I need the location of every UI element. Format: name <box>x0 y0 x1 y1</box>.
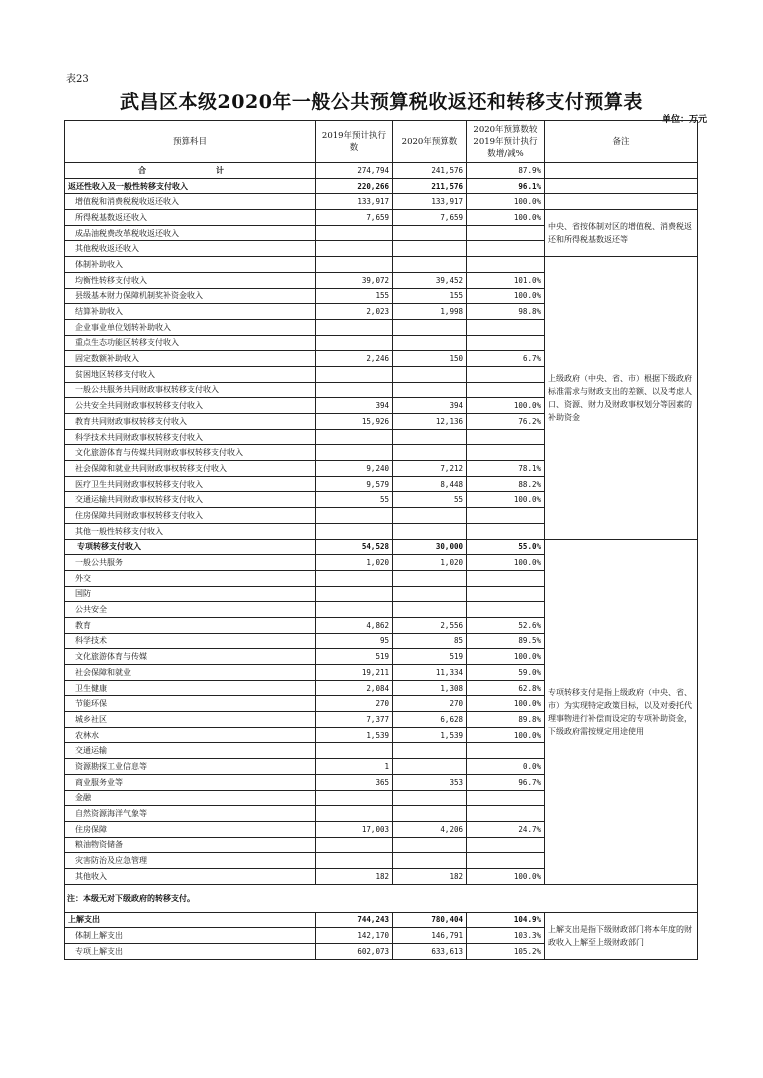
value-2019: 602,073 <box>316 944 393 960</box>
value-2020 <box>393 602 467 618</box>
value-2020 <box>393 508 467 524</box>
value-2020: 39,452 <box>393 272 467 288</box>
row-label: 所得税基数返还收入 <box>65 210 316 226</box>
row-label: 社会保障和就业 <box>65 665 316 681</box>
value-2020 <box>393 523 467 539</box>
value-2020 <box>393 743 467 759</box>
change-percent: 104.9% <box>467 912 545 928</box>
section-header-row <box>65 178 698 194</box>
value-2019 <box>316 335 393 351</box>
value-2019: 54,528 <box>316 539 393 555</box>
value-2019: 39,072 <box>316 272 393 288</box>
value-2019 <box>316 366 393 382</box>
value-2020: 8,448 <box>393 476 467 492</box>
row-label: 专项上解支出 <box>65 944 316 960</box>
value-2019 <box>316 241 393 257</box>
row-label: 资源勘探工业信息等 <box>65 759 316 775</box>
value-2020: 1,998 <box>393 304 467 320</box>
value-2020 <box>393 853 467 869</box>
change-percent: 87.9% <box>467 163 545 179</box>
value-2020: 2,556 <box>393 617 467 633</box>
value-2019: 4,862 <box>316 617 393 633</box>
row-label: 文化旅游体育与传媒 <box>65 649 316 665</box>
change-percent: 78.1% <box>467 461 545 477</box>
value-2019 <box>316 225 393 241</box>
row-label: 公共安全 <box>65 602 316 618</box>
change-percent <box>467 335 545 351</box>
row-label: 体制上解支出 <box>65 928 316 944</box>
change-percent <box>467 241 545 257</box>
change-percent: 100.0% <box>467 210 545 226</box>
change-percent <box>467 225 545 241</box>
value-2020 <box>393 570 467 586</box>
change-percent <box>467 429 545 445</box>
note-special-transfer: 专项转移支付是指上级政府（中央、省、市）为实现特定政策目标，以及对委托代理事物进行补偿而设定的专项补助资金，下级政府需按规定用途使用 <box>545 539 698 884</box>
change-percent: 89.8% <box>467 712 545 728</box>
value-2020: 55 <box>393 492 467 508</box>
value-2019: 7,377 <box>316 712 393 728</box>
table-row <box>65 257 698 273</box>
row-label: 国防 <box>65 586 316 602</box>
value-2020 <box>393 586 467 602</box>
change-percent <box>467 743 545 759</box>
row-label: 教育共同财政事权转移支付收入 <box>65 414 316 430</box>
value-2020: 182 <box>393 868 467 884</box>
value-2020 <box>393 382 467 398</box>
value-2020 <box>393 429 467 445</box>
change-percent: 0.0% <box>467 759 545 775</box>
value-2019 <box>316 523 393 539</box>
value-2019 <box>316 445 393 461</box>
change-percent <box>467 602 545 618</box>
value-2020 <box>393 445 467 461</box>
value-2019: 1 <box>316 759 393 775</box>
note-empty <box>545 194 698 210</box>
row-label: 专项转移支付收入 <box>65 539 316 555</box>
row-label: 其他税收返还收入 <box>65 241 316 257</box>
change-percent: 55.0% <box>467 539 545 555</box>
row-label: 自然资源海洋气象等 <box>65 806 316 822</box>
header-change: 2020年预算数较2019年预计执行数增/减% <box>467 121 545 163</box>
note-empty <box>545 163 698 179</box>
value-2019 <box>316 382 393 398</box>
row-label: 节能环保 <box>65 696 316 712</box>
table-row <box>65 210 698 226</box>
value-2019 <box>316 837 393 853</box>
value-2019: 7,659 <box>316 210 393 226</box>
row-label: 公共安全共同财政事权转移支付收入 <box>65 398 316 414</box>
value-2019: 394 <box>316 398 393 414</box>
value-2020: 11,334 <box>393 665 467 681</box>
value-2020: 146,791 <box>393 928 467 944</box>
change-percent: 100.0% <box>467 727 545 743</box>
value-2019: 155 <box>316 288 393 304</box>
value-2019 <box>316 602 393 618</box>
value-2020: 4,206 <box>393 821 467 837</box>
change-percent: 89.5% <box>467 633 545 649</box>
header-row <box>65 121 698 163</box>
value-2020 <box>393 366 467 382</box>
row-label: 县级基本财力保障机制奖补资金收入 <box>65 288 316 304</box>
value-2019 <box>316 429 393 445</box>
change-percent <box>467 790 545 806</box>
change-percent: 52.6% <box>467 617 545 633</box>
value-2020: 150 <box>393 351 467 367</box>
change-percent <box>467 382 545 398</box>
value-2020: 353 <box>393 774 467 790</box>
row-label: 固定数额补助收入 <box>65 351 316 367</box>
value-2020: 30,000 <box>393 539 467 555</box>
value-2019: 133,917 <box>316 194 393 210</box>
value-2020 <box>393 759 467 775</box>
page-title: 武昌区本级2020年一般公共预算税收返还和转移支付预算表 <box>120 91 643 113</box>
change-percent: 62.8% <box>467 680 545 696</box>
value-2020: 85 <box>393 633 467 649</box>
change-percent: 100.0% <box>467 555 545 571</box>
row-label: 交通运输 <box>65 743 316 759</box>
row-label: 医疗卫生共同财政事权转移支付收入 <box>65 476 316 492</box>
value-2020: 12,136 <box>393 414 467 430</box>
row-label: 科学技术共同财政事权转移支付收入 <box>65 429 316 445</box>
value-2019: 95 <box>316 633 393 649</box>
row-label: 体制补助收入 <box>65 257 316 273</box>
value-2019 <box>316 806 393 822</box>
row-label: 贫困地区转移支付收入 <box>65 366 316 382</box>
value-2019: 142,170 <box>316 928 393 944</box>
table-number: 表23 <box>66 74 89 85</box>
change-percent: 103.3% <box>467 928 545 944</box>
change-percent <box>467 319 545 335</box>
value-2019: 19,211 <box>316 665 393 681</box>
value-2019: 55 <box>316 492 393 508</box>
change-percent <box>467 523 545 539</box>
row-label: 一般公共服务 <box>65 555 316 571</box>
value-2020: 780,404 <box>393 912 467 928</box>
value-2020 <box>393 806 467 822</box>
value-2020: 1,020 <box>393 555 467 571</box>
row-label: 其他收入 <box>65 868 316 884</box>
change-percent: 88.2% <box>467 476 545 492</box>
value-2020: 1,308 <box>393 680 467 696</box>
change-percent <box>467 853 545 869</box>
row-label: 合 计 <box>65 163 316 179</box>
header-subject: 预算科目 <box>65 121 316 163</box>
change-percent <box>467 586 545 602</box>
value-2020: 394 <box>393 398 467 414</box>
row-label: 结算补助收入 <box>65 304 316 320</box>
value-2019: 182 <box>316 868 393 884</box>
table-row <box>65 194 698 210</box>
value-2019 <box>316 508 393 524</box>
value-2019: 274,794 <box>316 163 393 179</box>
change-percent: 100.0% <box>467 868 545 884</box>
value-2020: 133,917 <box>393 194 467 210</box>
change-percent: 105.2% <box>467 944 545 960</box>
change-percent: 100.0% <box>467 288 545 304</box>
row-label: 一般公共服务共同财政事权转移支付收入 <box>65 382 316 398</box>
row-label: 住房保障 <box>65 821 316 837</box>
unit-label: 单位：万元 <box>661 115 707 125</box>
value-2019 <box>316 743 393 759</box>
value-2019 <box>316 853 393 869</box>
change-percent: 100.0% <box>467 194 545 210</box>
change-percent: 100.0% <box>467 696 545 712</box>
value-2020: 1,539 <box>393 727 467 743</box>
value-2020: 6,628 <box>393 712 467 728</box>
row-label: 成品油税费改革税收返还收入 <box>65 225 316 241</box>
change-percent: 98.8% <box>467 304 545 320</box>
change-percent <box>467 837 545 853</box>
value-2019: 220,266 <box>316 178 393 194</box>
value-2020 <box>393 790 467 806</box>
note-tax-return: 中央、省按体制对区的增值税、消费税返还和所得税基数返还等 <box>545 210 698 257</box>
value-2019 <box>316 319 393 335</box>
row-label: 均衡性转移支付收入 <box>65 272 316 288</box>
value-2020: 211,576 <box>393 178 467 194</box>
change-percent: 100.0% <box>467 398 545 414</box>
value-2020: 7,659 <box>393 210 467 226</box>
row-label: 商业服务业等 <box>65 774 316 790</box>
section-header-row <box>65 539 698 555</box>
value-2020: 7,212 <box>393 461 467 477</box>
change-percent: 100.0% <box>467 649 545 665</box>
row-label: 重点生态功能区转移支付收入 <box>65 335 316 351</box>
value-2020: 155 <box>393 288 467 304</box>
row-label: 农林水 <box>65 727 316 743</box>
row-label: 科学技术 <box>65 633 316 649</box>
value-2019: 15,926 <box>316 414 393 430</box>
change-percent: 96.7% <box>467 774 545 790</box>
value-2019 <box>316 586 393 602</box>
budget-table <box>64 120 698 960</box>
row-label: 粮油物资储备 <box>65 837 316 853</box>
footnote: 注：本级无对下级政府的转移支付。 <box>65 884 698 912</box>
value-2020: 241,576 <box>393 163 467 179</box>
note-general-transfer: 上级政府（中央、省、市）根据下级政府标准需求与财政支出的差额、以及考虑人口、资源、财力及财政事权划分等因素的补助资金 <box>545 257 698 539</box>
value-2019: 519 <box>316 649 393 665</box>
value-2019 <box>316 790 393 806</box>
total-row <box>65 163 698 179</box>
value-2019: 9,579 <box>316 476 393 492</box>
change-percent: 24.7% <box>467 821 545 837</box>
note-remittance: 上解支出是指下级财政部门将本年度的财政收入上解至上级财政部门 <box>545 912 698 959</box>
change-percent <box>467 445 545 461</box>
change-percent: 59.0% <box>467 665 545 681</box>
value-2020 <box>393 837 467 853</box>
change-percent: 96.1% <box>467 178 545 194</box>
change-percent <box>467 806 545 822</box>
row-label: 交通运输共同财政事权转移支付收入 <box>65 492 316 508</box>
row-label: 金融 <box>65 790 316 806</box>
value-2020: 519 <box>393 649 467 665</box>
value-2019 <box>316 257 393 273</box>
value-2020 <box>393 257 467 273</box>
value-2019: 365 <box>316 774 393 790</box>
value-2020 <box>393 225 467 241</box>
value-2019 <box>316 570 393 586</box>
change-percent <box>467 257 545 273</box>
header-note: 备注 <box>545 121 698 163</box>
value-2020: 270 <box>393 696 467 712</box>
row-label: 灾害防治及应急管理 <box>65 853 316 869</box>
row-label: 文化旅游体育与传媒共同财政事权转移支付收入 <box>65 445 316 461</box>
note-empty <box>545 178 698 194</box>
change-percent: 6.7% <box>467 351 545 367</box>
row-label: 卫生健康 <box>65 680 316 696</box>
footnote-row <box>65 884 698 912</box>
value-2020 <box>393 319 467 335</box>
value-2019: 17,003 <box>316 821 393 837</box>
row-label: 外交 <box>65 570 316 586</box>
change-percent: 76.2% <box>467 414 545 430</box>
value-2019: 2,023 <box>316 304 393 320</box>
value-2019: 2,246 <box>316 351 393 367</box>
value-2019: 270 <box>316 696 393 712</box>
change-percent: 100.0% <box>467 492 545 508</box>
change-percent: 101.0% <box>467 272 545 288</box>
row-label: 住房保障共同财政事权转移支付收入 <box>65 508 316 524</box>
row-label: 教育 <box>65 617 316 633</box>
change-percent <box>467 366 545 382</box>
value-2019: 9,240 <box>316 461 393 477</box>
value-2019: 2,084 <box>316 680 393 696</box>
row-label: 其他一般性转移支付收入 <box>65 523 316 539</box>
row-label: 城乡社区 <box>65 712 316 728</box>
row-label: 社会保障和就业共同财政事权转移支付收入 <box>65 461 316 477</box>
value-2019: 1,539 <box>316 727 393 743</box>
row-label: 返还性收入及一般性转移支付收入 <box>65 178 316 194</box>
header-exec2019: 2019年预计执行数 <box>316 121 393 163</box>
value-2019: 744,243 <box>316 912 393 928</box>
section-header-row <box>65 912 698 928</box>
value-2020: 633,613 <box>393 944 467 960</box>
value-2020 <box>393 335 467 351</box>
change-percent <box>467 508 545 524</box>
row-label: 企业事业单位划转补助收入 <box>65 319 316 335</box>
row-label: 增值税和消费税税收返还收入 <box>65 194 316 210</box>
change-percent <box>467 570 545 586</box>
header-budget2020: 2020年预算数 <box>393 121 467 163</box>
value-2019: 1,020 <box>316 555 393 571</box>
row-label: 上解支出 <box>65 912 316 928</box>
value-2020 <box>393 241 467 257</box>
